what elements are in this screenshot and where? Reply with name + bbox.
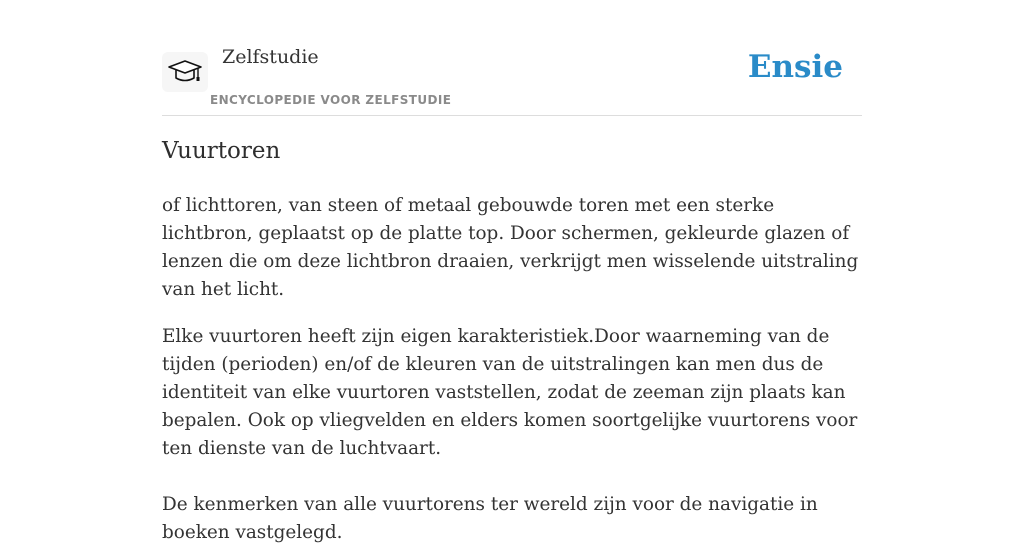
site-header	[162, 0, 862, 116]
article-paragraph-1: of lichttoren, van steen of metaal gebouwde toren met een sterke lichtbron, geplaatst op de platte top. Door schermen, gekleurde glazen of lenzen die om deze lichtbron draaien, verkrijgt men wisselende uitstraling van het licht.	[162, 195, 859, 300]
article-paragraph-3: De kenmerken van alle vuurtorens ter wereld zijn voor de navigatie in boeken vastgelegd.	[162, 494, 818, 543]
site-name[interactable]: Zelfstudie	[222, 46, 319, 68]
article-paragraph-2: Elke vuurtoren heeft zijn eigen karakteristiek.Door waarneming van de tijden (perioden) en/of de kleuren van de uitstralingen kan men dus de identiteit van elke vuurtoren vaststellen, zodat de zeeman zijn plaats kan bepalen. Ook op vliegvelden en elders komen soortgelijke vuurtorens voor ten dienste van de luchtvaart.	[162, 326, 858, 459]
article-body	[162, 192, 862, 547]
page-title: Vuurtoren	[162, 138, 281, 164]
graduation-cap-icon-graphic	[168, 58, 202, 86]
brand-logo[interactable]: Ensie	[747, 49, 843, 85]
site-tagline: ENCYCLOPEDIE VOOR ZELFSTUDIE	[210, 93, 452, 107]
graduation-cap-icon[interactable]	[162, 52, 208, 92]
